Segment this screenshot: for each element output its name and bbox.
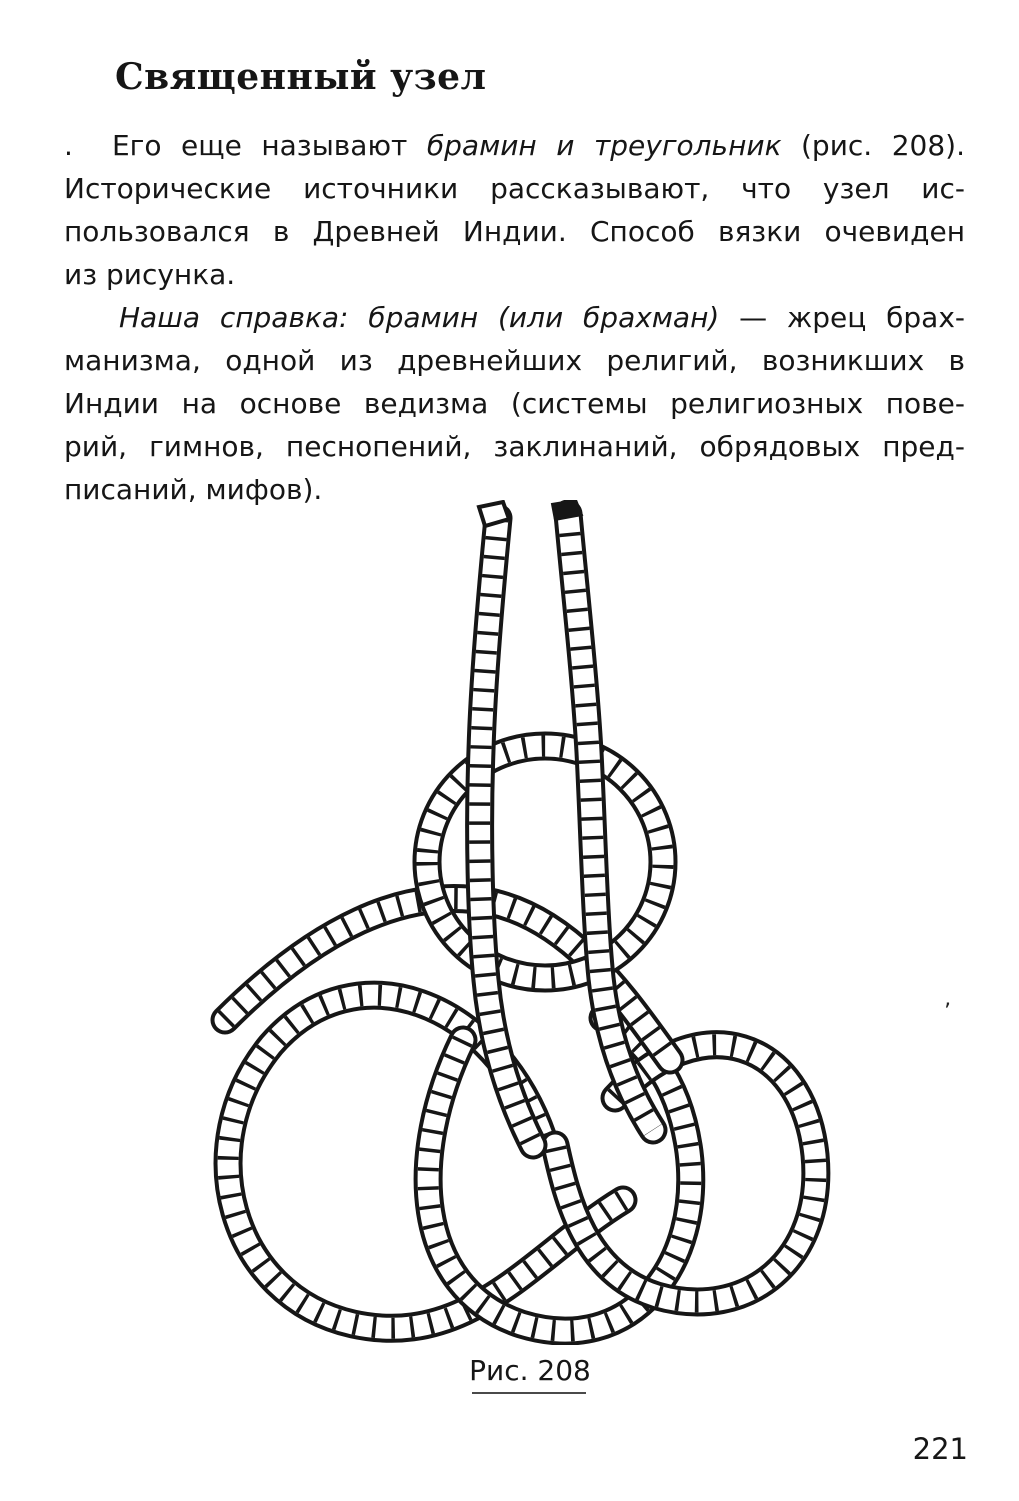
text-segment: брамин и треугольник bbox=[426, 129, 782, 162]
text-segment: Наша справка: брамин (или брахман) bbox=[119, 301, 720, 334]
text-segment: писаний, мифов). bbox=[64, 473, 323, 506]
body-text bbox=[64, 124, 965, 511]
knot-illustration bbox=[195, 500, 835, 1345]
rope-end-left bbox=[480, 518, 533, 1145]
text-segment: Исторические источники рассказывают, что узел ис- bbox=[64, 172, 965, 205]
text-line bbox=[64, 425, 965, 468]
text-segment: (рис. 208). bbox=[781, 129, 965, 162]
text-line bbox=[64, 210, 965, 253]
text-line bbox=[64, 296, 965, 339]
text-segment: Индии на основе ведизма (системы религиозных пове- bbox=[64, 387, 965, 420]
page-title: Священный узел bbox=[115, 56, 487, 99]
text-segment: рий, гимнов, песнопений, заклинаний, обрядовых пред- bbox=[64, 430, 965, 463]
figure-caption: Рис. 208 bbox=[469, 1354, 591, 1387]
text-line bbox=[64, 339, 965, 382]
text-segment: пользовался в Древней Индии. Способ вязки очевиден bbox=[64, 215, 965, 248]
text-segment: манизма, одной из древнейших религий, возникших в bbox=[64, 344, 965, 377]
stray-print-mark: ’ bbox=[944, 1000, 951, 1025]
text-line bbox=[64, 167, 965, 210]
page-number: 221 bbox=[912, 1432, 968, 1466]
text-line bbox=[64, 124, 965, 167]
caption-rule bbox=[472, 1392, 586, 1394]
text-segment: — жрец брах- bbox=[719, 301, 966, 334]
rope-top-ring bbox=[427, 746, 663, 978]
text-segment: . Его еще называют bbox=[64, 129, 427, 162]
text-segment: из рисунка. bbox=[64, 258, 236, 291]
text-line bbox=[64, 253, 965, 296]
text-line bbox=[64, 382, 965, 425]
figure bbox=[195, 500, 835, 1345]
